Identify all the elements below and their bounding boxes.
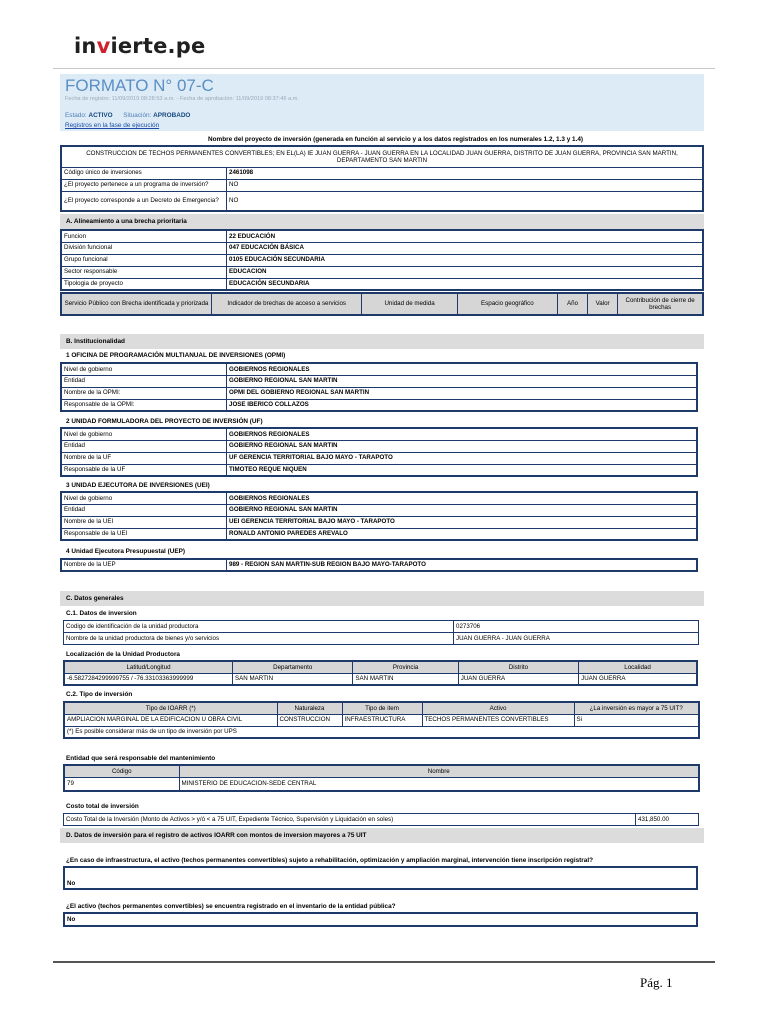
- field-label: Codigo de identificación de la unidad productora: [64, 621, 454, 633]
- field-value: 2461098: [227, 167, 704, 179]
- section-b-bar: B. Institucionalidad: [60, 334, 704, 349]
- maintenance-value: MINISTERIO DE EDUCACION-SEDE CENTRAL: [179, 777, 699, 791]
- total-cost-title: Costo total de inversión: [66, 803, 139, 810]
- c2-header: ¿La inversión es mayor a 75 UIT?: [574, 702, 699, 714]
- field-label: Grupo funcional: [61, 254, 227, 266]
- field-label: Nombre de la unidad productora de bienes y/o servicios: [64, 633, 454, 645]
- field-label: Nivel de gobierno: [61, 428, 227, 440]
- status-line: [65, 112, 190, 119]
- maintenance-title: Entidad que será responsable del mantenimiento: [66, 755, 216, 762]
- page-number: Pág. 1: [640, 975, 673, 990]
- situacion-value: APROBADO: [153, 112, 191, 119]
- uep-title: 4 Unidad Ejecutora Presupuestal (UEP): [66, 548, 185, 555]
- logo-text-v: v: [96, 34, 111, 58]
- field-label: Nombre de la UF: [61, 452, 227, 464]
- brecha-header: Indicador de brechas de acceso a servicios: [211, 293, 361, 315]
- field-value: NO: [227, 179, 704, 191]
- field-value: JUAN GUERRA - JUAN GUERRA: [454, 633, 699, 645]
- field-value: 0273706: [454, 621, 699, 633]
- field-value: 0105 EDUCACIÓN SECUNDARIA: [227, 254, 704, 266]
- location-header: Localidad: [579, 661, 697, 673]
- field-label: Responsable de la UF: [61, 464, 227, 476]
- c2-table: [63, 701, 700, 739]
- location-table: [63, 660, 698, 686]
- field-label: División funcional: [61, 242, 227, 254]
- uei-title: 3 UNIDAD EJECUTORA DE INVERSIONES (UEI): [66, 482, 210, 489]
- c2-header: Naturaleza: [277, 702, 342, 714]
- invierte-pe-logo: [74, 34, 205, 58]
- uei-table: [60, 491, 698, 541]
- field-label: Nombre de la UEP: [61, 559, 227, 571]
- field-value: 989 - REGION SAN MARTIN-SUB REGION BAJO MAYO-TARAPOTO: [227, 559, 697, 571]
- field-label: Responsable de la OPMI:: [61, 399, 227, 411]
- opmi-title: 1 OFICINA DE PROGRAMACIÓN MULTIANUAL DE INVERSIONES (OPMI): [66, 352, 286, 359]
- field-label: Funcion: [61, 230, 227, 242]
- question-2: ¿El activo (techos permanentes convertibles) se encuentra registrado en el inventario de la entidad pública?: [66, 903, 396, 910]
- project-name: CONSTRUCCION DE TECHOS PERMANENTES CONVERTIBLES; EN EL(LA) IE JUAN GUERRA - JUAN GUERRA EN LA LOCALIDAD JUAN GUERRA, DISTRITO DE JUAN GUERRA, PROVINCIA SAN MARTIN, DEPARTAMENTO SAN MARTIN: [61, 146, 703, 167]
- c2-note: (*) Es posible considerar más de un tipo de inversión por UPS: [64, 726, 699, 738]
- field-value: NO: [227, 191, 704, 211]
- field-label: Tipologia de proyecto: [61, 278, 227, 290]
- location-value: JUAN GUERRA: [458, 673, 578, 685]
- field-value: GOBIERNOS REGIONALES: [227, 428, 697, 440]
- section-d-bar: D. Datos de inversión para el registro de activos IOARR con montos de inversion mayores a 75 UIT: [60, 828, 704, 843]
- location-header: Distrito: [458, 661, 578, 673]
- maintenance-header: Nombre: [179, 765, 699, 777]
- answer-2: No: [64, 913, 697, 926]
- field-label: Responsable de la UEI: [61, 528, 227, 540]
- question-1: ¿En caso de infraestructura, el activo (techos permanentes convertibles) sujeto a rehabilitación, optimización y ampliación marginal, intervención tiene inscripción registral?: [66, 857, 594, 864]
- location-header: Latitud/Longitud: [64, 661, 233, 673]
- section-c-bar: C. Datos generales: [60, 591, 704, 606]
- location-value: SAN MARTIN: [233, 673, 353, 685]
- answer-1: No: [64, 867, 697, 889]
- c1-title: C.1. Datos de inversion: [66, 610, 137, 617]
- brecha-header: Espacio geográfico: [457, 293, 557, 315]
- brecha-header: Unidad de medida: [362, 293, 457, 315]
- field-value: GOBIERNOS REGIONALES: [227, 363, 697, 375]
- field-value: RONALD ANTONIO PAREDES AREVALO: [227, 528, 697, 540]
- opmi-table: [60, 362, 698, 412]
- field-label: Nivel de gobierno: [61, 363, 227, 375]
- brecha-header: Contribución de cierre de brechas: [618, 293, 703, 315]
- field-value: 22 EDUCACIÓN: [227, 230, 704, 242]
- field-value: TIMOTEO REQUE NIQUEN: [227, 464, 697, 476]
- location-value: SAN MARTIN: [353, 673, 458, 685]
- project-name-heading: Nombre del proyecto de inversión (generada en función al servicio y a los datos registrados en los numerales 1.2, 1.3 y 1.4): [208, 136, 584, 143]
- brecha-header: Año: [558, 293, 588, 315]
- field-value: GOBIERNOS REGIONALES: [227, 492, 697, 504]
- field-value: EDUCACION: [227, 266, 704, 278]
- location-value: -6.5827284299999755 / -76.33103363999999: [64, 673, 233, 685]
- uf-title: 2 UNIDAD FORMULADORA DEL PROYECTO DE INVERSIÓN (UF): [66, 418, 263, 425]
- situacion-label: Situación:: [123, 112, 152, 119]
- section-a-table: [60, 229, 704, 291]
- c2-value: INFRAESTRUCTURA: [342, 714, 422, 726]
- footer-divider: [53, 961, 715, 963]
- total-cost-table: [63, 813, 699, 826]
- field-value: EDUCACIÓN SECUNDARIA: [227, 278, 704, 290]
- c2-value: TECHOS PERMANENTES CONVERTIBLES: [422, 714, 574, 726]
- uep-table: [60, 558, 698, 572]
- field-label: Nombre de la OPMI:: [61, 387, 227, 399]
- field-value: OPMI DEL GOBIERNO REGIONAL SAN MARTIN: [227, 387, 697, 399]
- field-label: Entidad: [61, 440, 227, 452]
- total-cost-label: Costo Total de la Inversión (Monto de Activos > y/ó < a 75 UIT, Expediente Técnico, Supervisión y Liquidación en soles): [64, 814, 636, 826]
- estado-label: Estado:: [65, 112, 87, 119]
- c2-value: CONSTRUCCION: [277, 714, 342, 726]
- total-cost-value: 431,850.00: [636, 814, 699, 826]
- field-label: Nivel de gobierno: [61, 492, 227, 504]
- brecha-header: Servicio Público con Brecha identificada y priorizada: [61, 293, 211, 315]
- field-label: ¿El proyecto pertenece a un programa de inversión?: [61, 179, 227, 191]
- section-a-bar: A. Alineamiento a una brecha prioritaria: [60, 214, 704, 229]
- field-value: GOBIERNO REGIONAL SAN MARTIN: [227, 440, 697, 452]
- maintenance-table: [63, 764, 700, 792]
- logo-divider: [53, 68, 715, 69]
- field-value: GOBIERNO REGIONAL SAN MARTIN: [227, 375, 697, 387]
- brecha-header: Valor: [588, 293, 618, 315]
- field-label: Nombre de la UEI: [61, 516, 227, 528]
- page-title: FORMATO N° 07-C: [65, 76, 214, 95]
- estado-value: ACTIVO: [88, 112, 113, 119]
- c2-header: Tipo de IOARR (*): [64, 702, 277, 714]
- logo-text-pe: .pe: [167, 34, 206, 58]
- c2-header: Tipo de item: [342, 702, 422, 714]
- logo-text-in: in: [74, 34, 97, 58]
- location-header: Provincia: [353, 661, 458, 673]
- location-value: JUAN GUERRA: [579, 673, 697, 685]
- field-label: Entidad: [61, 375, 227, 387]
- registration-dates: Fecha de registro: 11/09/2019 08:28:53 a.m. - Fecha de aprobación: 11/09/2019 08:37:46 a.m.: [65, 96, 299, 102]
- c1-table: [63, 620, 699, 645]
- c2-value: Si: [574, 714, 699, 726]
- field-value: JOSE IBERICO COLLAZOS: [227, 399, 697, 411]
- uf-table: [60, 427, 698, 477]
- answer-1-box: [63, 866, 698, 890]
- brecha-table: [60, 292, 704, 316]
- execution-registry-link[interactable]: Registros en la fase de ejecución: [65, 122, 160, 129]
- answer-2-box: [63, 912, 698, 927]
- c2-value: AMPLIACION MARGINAL DE LA EDIFICACION U OBRA CIVIL: [64, 714, 277, 726]
- project-table: [60, 145, 704, 212]
- logo-text-ierte: ierte: [110, 34, 168, 58]
- maintenance-header: Código: [64, 765, 179, 777]
- field-value: GOBIERNO REGIONAL SAN MARTIN: [227, 504, 697, 516]
- maintenance-value: 79: [64, 777, 179, 791]
- location-title: Localización de la Unidad Productora: [66, 651, 180, 658]
- c2-header: Activo: [422, 702, 574, 714]
- c2-title: C.2. Tipo de inversión: [66, 691, 133, 698]
- field-label: ¿El proyecto corresponde a un Decreto de Emergencia?: [61, 191, 227, 211]
- location-header: Departamento: [233, 661, 353, 673]
- field-value: 047 EDUCACIÓN BÁSICA: [227, 242, 704, 254]
- field-label: Sector responsable: [61, 266, 227, 278]
- field-value: UF GERENCIA TERRITORIAL BAJO MAYO - TARAPOTO: [227, 452, 697, 464]
- field-value: UEI GERENCIA TERRITORIAL BAJO MAYO - TARAPOTO: [227, 516, 697, 528]
- field-label: Código único de inversiones: [61, 167, 227, 179]
- field-label: Entidad: [61, 504, 227, 516]
